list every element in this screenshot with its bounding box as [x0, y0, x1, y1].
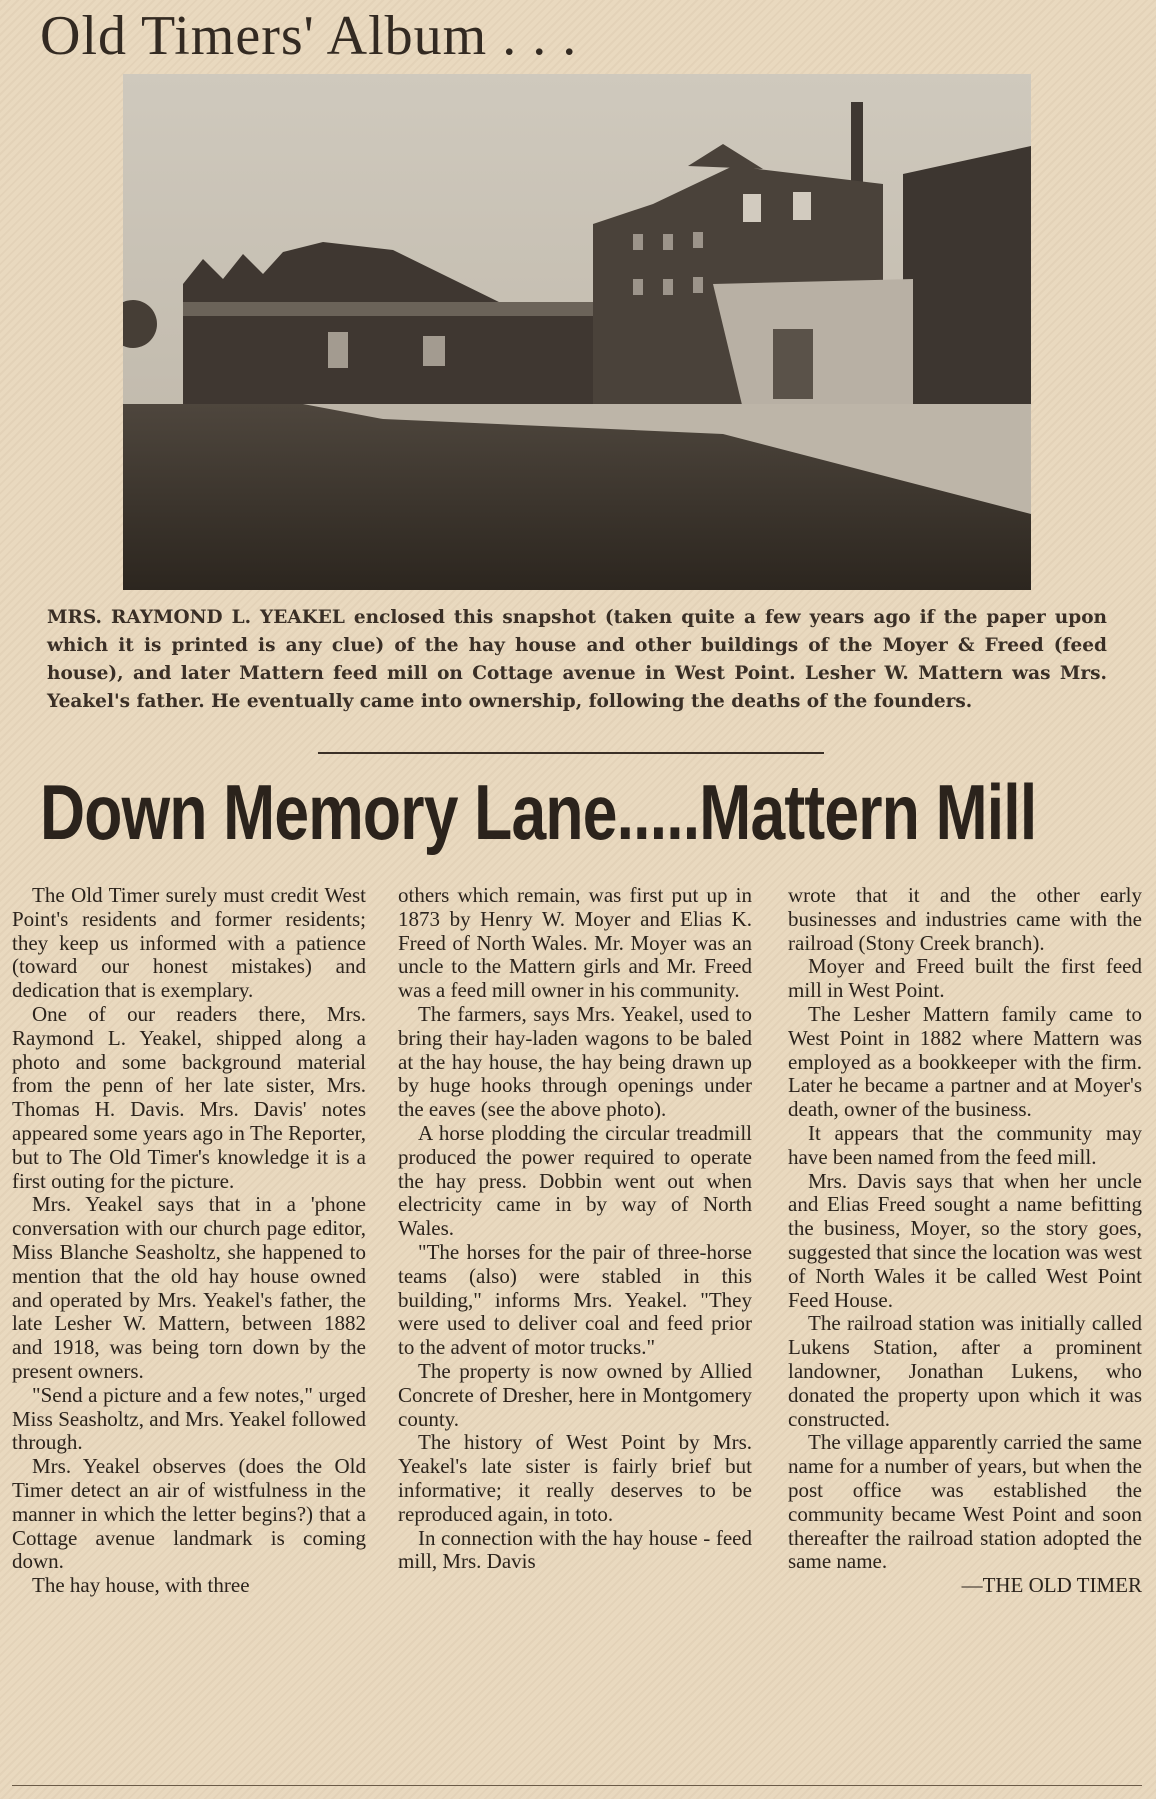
mill-photo	[123, 74, 1031, 590]
article-column-3	[788, 884, 1142, 1598]
photo-caption: MRS. RAYMOND L. YEAKEL enclosed this snapshot (taken quite a few years ago if the paper upon which it is printed is any clue) of the hay house and other buildings of the Moyer & Freed (feed house), and later Mattern feed mill on Cottage avenue in West Point. Lesher W. Mattern was Mrs. Yeakel's father. He eventually came into ownership, following the deaths of the founders.	[47, 607, 1107, 712]
paragraph: A horse plodding the circular treadmill produced the power required to operate the hay press. Dobbin went out when electricity came in by way of North Wales.	[398, 1120, 752, 1241]
bottom-rule	[12, 1785, 1142, 1786]
article-column-2	[398, 884, 752, 1574]
paragraph: wrote that it and the other early businesses and industries came with the railroad (Stony Creek branch).	[788, 883, 1142, 955]
paragraph: The property is now owned by Allied Concrete of Dresher, here in Montgomery county.	[398, 1358, 752, 1431]
paragraph: The hay house, with three	[32, 1573, 250, 1598]
paragraph: Moyer and Freed built the first feed mill in West Point.	[788, 954, 1142, 1003]
author-signoff: —THE OLD TIMER	[961, 1573, 1142, 1598]
paragraph: Mrs. Yeakel observes (does the Old Timer detect an air of wistfulness in the manner in which the letter begins?) that a Cottage avenue landmark is coming down.	[12, 1454, 366, 1574]
paragraph: Mrs. Davis says that when her uncle and Elias Freed sought a name befitting the business, Moyer, so the story goes, suggested that since the location was west of North Wales it be called West Point Feed House.	[788, 1168, 1142, 1312]
article-column-1	[12, 884, 366, 1598]
paragraph: The village apparently carried the same name for a number of years, but when the post office was established the community became West Point and soon thereafter the railroad station adopted the same name.	[788, 1430, 1142, 1574]
paragraph: "The horses for the pair of three-horse teams (also) were stabled in this building," informs Mrs. Yeakel. "They were used to deliver coal and feed prior to the advent of motor trucks."	[398, 1239, 752, 1360]
paragraph: In connection with the hay house - feed mill, Mrs. Davis	[398, 1525, 752, 1574]
mill-photo-image	[123, 74, 1031, 590]
article-headline: Down Memory Lane.....Mattern Mill	[40, 768, 1037, 856]
paragraph: It appears that the community may have been named from the feed mill.	[788, 1120, 1142, 1169]
paragraph: The history of West Point by Mrs. Yeakel's late sister is fairly brief but informative; it really deserves to be reproduced again, in toto.	[398, 1430, 752, 1526]
paragraph: "Send a picture and a few notes," urged Miss Seasholtz, and Mrs. Yeakel followed through.	[12, 1382, 366, 1455]
paragraph: The Old Timer surely must credit West Point's residents and former residents; they keep us informed with a patience (toward our honest mistakes) and dedication that is exemplary.	[12, 883, 366, 1003]
page-title: Old Timers' Album . . .	[40, 5, 578, 67]
paragraph: Mrs. Yeakel says that in a 'phone conversation with our church page editor, Miss Blanche Seasholtz, she happened to mention that the old hay house owned and operated by Mrs. Yeakel's father, the late Lesher W. Mattern, between 1882 and 1918, was being torn down by the present owners.	[12, 1192, 366, 1383]
paragraph: The railroad station was initially called Lukens Station, after a prominent landowner, Jonathan Lukens, who donated the property upon which it was constructed.	[788, 1311, 1142, 1431]
paragraph: others which remain, was first put up in 1873 by Henry W. Moyer and Elias K. Freed of North Wales. Mr. Moyer was an uncle to the Mattern girls and Mr. Freed was a feed mill owner in his community.	[398, 883, 752, 1003]
article-body	[12, 884, 1148, 1784]
paragraph: The farmers, says Mrs. Yeakel, used to bring their hay-laden wagons to be baled at the hay house, the hay being drawn up by huge hooks through openings under the eaves (see the above photo).	[398, 1001, 752, 1122]
paragraph: The Lesher Mattern family came to West Point in 1882 where Mattern was employed as a bookkeeper with the firm. Later he became a partner and at Moyer's death, owner of the business.	[788, 1001, 1142, 1122]
divider-line	[318, 752, 824, 754]
paragraph: One of our readers there, Mrs. Raymond L. Yeakel, shipped along a photo and some background material from the penn of her late sister, Mrs. Thomas H. Davis. Mrs. Davis' notes appeared some years ago in The Reporter, but to The Old Timer's knowledge it is a first outing for the picture.	[12, 1001, 366, 1193]
